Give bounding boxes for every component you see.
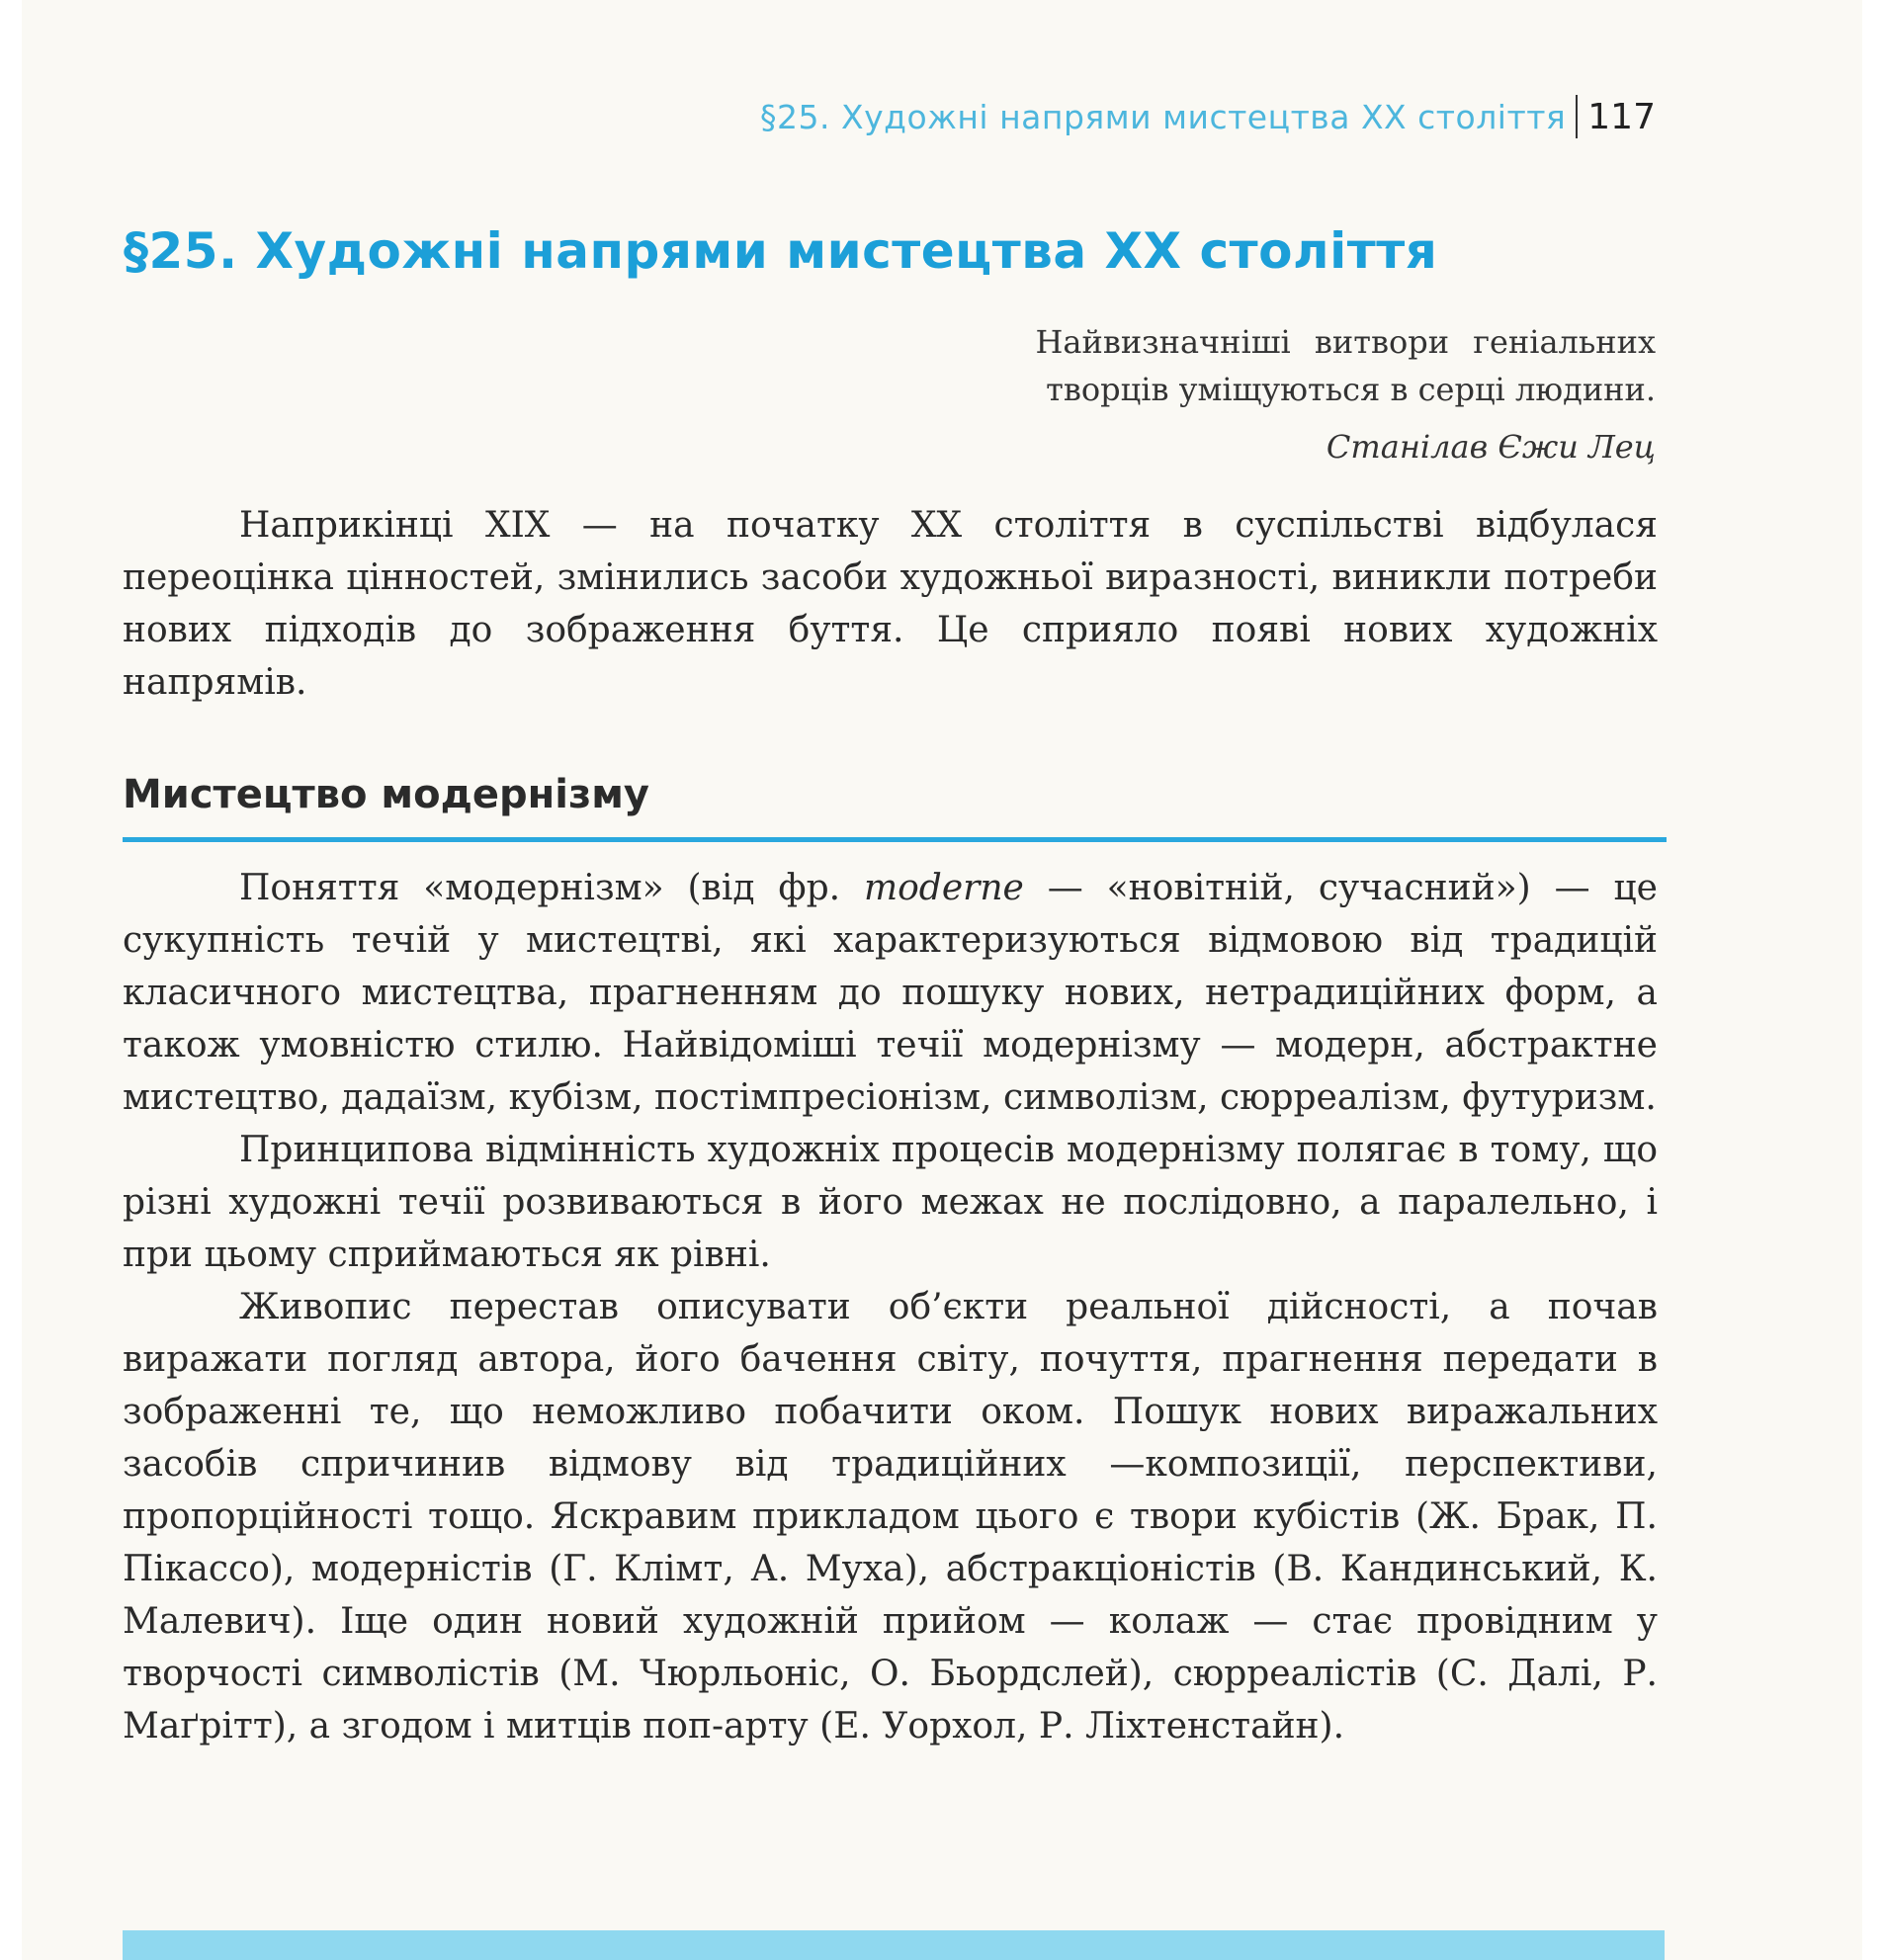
epigraph-author: Станілав Єжи Лец (1326, 428, 1656, 466)
paragraph-modernism-difference: Принципова відмінність художніх процесів модернізму полягає в тому, що різні художні течії розвиваються в його межах не послідовно, а паралельно, і при цьому сприймаються як рівні. (123, 1130, 1658, 1275)
running-head (692, 89, 1656, 144)
section-body (123, 862, 1658, 1752)
paragraph-modernism-definition (123, 862, 1658, 1124)
paragraph-1-part-2: — «новітній, сучасний») — це сукупність течій у мистецтві, які характеризуються відмовою від традицій класичного мистецтва, прагненням до пошуку нових, нетрадиційних форм, а також умовністю стилю. Найвідоміші течії модернізму — модерн, абстрактне мистецтво, дадаїзм, кубізм, постімпресіонізм, символізм, сюрреалізм, футуризм. (123, 868, 1658, 1118)
intro-text (123, 499, 1658, 709)
running-head-title: §25. Художні напрями мистецтва XX століття (760, 97, 1567, 136)
paragraph-1-part-1: Поняття «модернізм» (від фр. (239, 868, 864, 908)
page-number: 117 (1587, 96, 1656, 137)
info-box-edge (123, 1930, 1665, 1960)
epigraph-line-1: Найвизначніші витвори геніальних (1035, 323, 1656, 361)
section-heading: Мистецтво модернізму (123, 766, 1667, 842)
epigraph-line-2: творців уміщуються в серці людини. (1046, 371, 1656, 408)
intro-paragraph: Наприкінці XIX — на початку XX століття в суспільстві відбулася переоцінка цінностей, змінились засоби художньої виразності, виникли потреби нових підходів до зображення буття. Це сприяло появі нових художніх напрямів. (123, 505, 1658, 703)
epigraph (914, 318, 1656, 470)
running-head-divider (1576, 95, 1578, 138)
paragraph-painting: Живопис перестав описувати об’єкти реальної дійсності, а почав виражати погляд автора, його бачення світу, почуття, прагнення передати в зображенні те, що неможливо побачити оком. Пошук нових виражальних засобів спричинив відмову від традиційних —композиції, перспективи, пропорційності тощо. Яскравим прикладом цього є твори кубістів (Ж. Брак, П. Пікассо), модерністів (Г. Клімт, А. Муха), абстракціоністів (В. Кандинський, К. Малевич). Іще один новий художній прийом — колаж — стає провідним у творчості символістів (М. Чюрльоніс, О. Бьордслей), сюрреалістів (С. Далі, Р. Маґрітт), а згодом і митців поп-арту (Е. Уорхол, Р. Ліхтенстайн). (123, 1287, 1658, 1747)
chapter-title: §25. Художні напрями мистецтва XX століття (124, 222, 1438, 280)
foreign-term: moderne (863, 868, 1024, 908)
